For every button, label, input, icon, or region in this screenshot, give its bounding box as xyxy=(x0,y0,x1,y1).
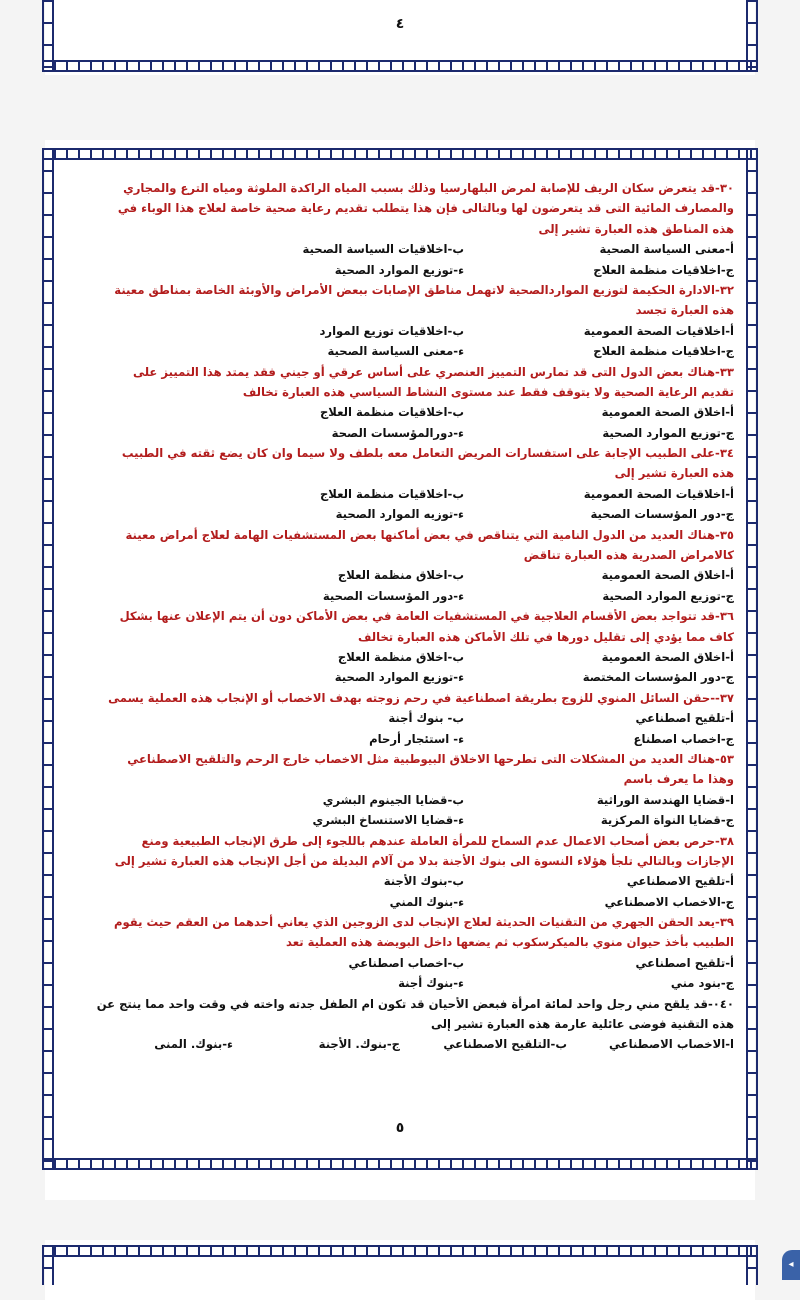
answer-option: ء-قضايا الاستنساخ البشري xyxy=(312,813,464,828)
answer-option: ب-اخلاق منظمة العلاج xyxy=(337,649,464,664)
answer-options-row xyxy=(66,402,734,422)
question-line: هذه العبارة تشير إلى xyxy=(614,466,734,481)
answer-option: ج-توزيع الموارد الصحية xyxy=(602,425,734,440)
answer-option: ب- بنوك أجنة xyxy=(388,711,464,726)
question-line: ٣٧--حقن السائل المنوي للزوج بطريقة اصطناعية في رحم زوجته بهدف الاخصاب أو الإنجاب هذه العملية يسمى xyxy=(108,690,734,705)
answer-option: أ-تلقيح الاصطناعي xyxy=(626,874,734,889)
question-line: ٣٥-هناك العديد من الدول النامية التي يتناقص في بعض أماكنها بعض المستشفيات الهامة لعلاج أمراض معينة xyxy=(125,527,734,542)
answer-options-row xyxy=(66,565,734,585)
questions-content xyxy=(66,178,734,1055)
answer-option: ا-قضايا الهندسة الوراثية xyxy=(596,792,734,807)
answer-option: أ-اخلاق الصحة العمومية xyxy=(601,649,734,664)
answer-option: أ-معنى السياسة الصحية xyxy=(599,242,734,257)
answer-option: ج-بنوك. الأجنة xyxy=(318,1037,400,1052)
previous-page xyxy=(45,0,755,75)
answer-options-row xyxy=(66,341,734,361)
question-line: كالامراض الصدرية هذه العبارة تناقض xyxy=(523,548,734,563)
answer-option: ب-التلقيح الاصطناعي xyxy=(443,1037,567,1052)
answer-option: ج-توزيع الموارد الصحية xyxy=(602,588,734,603)
question-line: ٣٩-يعد الحقن الجهري من التقنيات الحديثة لعلاج الإنجاب لدى الزوجين الذي يعاني أحدهما من العقم حيث يقوم xyxy=(114,915,734,930)
question-line: هذه التقنية فوضى عائلية عارمة هذه العبارة تشير إلى xyxy=(430,1017,734,1032)
question-line: ٣٨-حرص بعض أصحاب الاعمال عدم السماح للمرأة العاملة عندهم باللجوء إلى طرق الإنجاب الطبيعية ومنع xyxy=(141,833,734,848)
answer-option: أ-اخلاق الصحة العمومية xyxy=(601,568,734,583)
answer-options-row xyxy=(66,484,734,504)
answer-option: ء-توزيع الموارد الصحية xyxy=(334,262,464,277)
answer-options-row xyxy=(66,239,734,259)
answer-option: ء- استئجار أرحام xyxy=(369,731,464,746)
answer-options-row xyxy=(66,423,734,443)
answer-options-row xyxy=(66,647,734,667)
answer-options-row xyxy=(66,871,734,891)
question-line: ٣٠-قد يتعرض سكان الريف للإصابة لمرض البلهارسيا وذلك بسبب المياه الراكدة الملوثة ومياه الترع والمجاري xyxy=(123,181,734,195)
answer-option: أ-اخلاق الصحة العمومية xyxy=(601,405,734,420)
answer-option: ء-بنوك أجنة xyxy=(398,976,464,991)
answer-option: أ-تلقيح اصطناعي xyxy=(635,711,734,726)
question-line: ٣٢-الادارة الحكيمة لتوزيع المواردالصحية لاتهمل مناطق الإصابات ببعض الأمراض والأوبئة الخاصة بمناطق معينة xyxy=(114,282,734,297)
answer-option: ء-معنى السياسة الصحية xyxy=(327,344,464,359)
answer-option: ب-اخلاقيات منظمة العلاج xyxy=(319,405,464,420)
answer-option: أ-اخلاقيات الصحة العمومية xyxy=(583,486,734,501)
answer-option: ج-بنود مني xyxy=(670,976,734,991)
answer-option: ب-اخلاقيات منظمة العلاج xyxy=(319,486,464,501)
answer-options-row xyxy=(66,790,734,810)
answer-option: ء-دورالمؤسسات الصحة xyxy=(331,425,464,440)
question-line: وهذا ما يعرف باسم xyxy=(623,772,734,787)
question-line: الطبيب بأخذ حيوان منوي بالميكرسكوب ثم يضعها داخل البويضة هذه العملية تعد xyxy=(286,935,734,950)
next-page xyxy=(45,1240,755,1300)
answer-option: ب-بنوك الأجنة xyxy=(383,874,464,889)
question-line: ٥٣-هناك العديد من المشكلات التى تطرحها الاخلاق البيوطبية مثل الاخصاب خارج الرحم والتلقيح الاصطناعي xyxy=(127,751,734,766)
answer-options-row xyxy=(66,321,734,341)
answer-options-row xyxy=(66,1034,734,1054)
question-line: كاف مما يؤدي إلى تقليل دورها في تلك الأماكن هذه العبارة تخالف xyxy=(357,629,734,644)
answer-options-row xyxy=(66,973,734,993)
answer-option: ج-دور المؤسسات الصحية xyxy=(590,507,734,522)
previous-page-number: ٤ xyxy=(395,16,405,32)
answer-options-row xyxy=(66,953,734,973)
answer-option: ب-اخلاقيات توزيع الموارد xyxy=(319,323,464,338)
question-line: ٠٤٠-قد يلقح مني رجل واحد لمائة امرأة فبعض الأحيان قد تكون ام الطفل جدته واخته في وقت واحد مما ينتج عن xyxy=(96,996,734,1011)
question-line: ٣٦-قد تتواجد بعض الأقسام العلاجية في المستشفيات العامة في بعض الأماكن دون أن يتم الإعلان عنها بشكل xyxy=(119,609,734,624)
answer-options-row xyxy=(66,729,734,749)
question-line: الإجازات وبالتالي تلجأ هؤلاء النسوة الى بنوك الأجنة بدلا من آلام البديلة من أجل الإنجاب هذه العبارة تشير إلى xyxy=(114,853,734,868)
answer-option: ا-الاخصاب الاصطناعي xyxy=(608,1037,734,1052)
answer-option: ج-اخصاب اصطناع xyxy=(633,731,734,746)
answer-option: ج-قضايا النواة المركزية xyxy=(600,813,734,828)
answer-option: ء-بنوك. المنى xyxy=(154,1037,233,1052)
answer-option: ج-دور المؤسسات المختصة xyxy=(582,670,734,685)
answer-option: ب-اخصاب اصطناعي xyxy=(348,955,464,970)
question-line: ٣٣-هناك بعض الدول التى قد تمارس التمييز العنصري على أساس عرقي أو جيني فقد يمتد هذا التمييز على xyxy=(132,364,734,379)
answer-option: أ-تلقيح اصطناعي xyxy=(635,955,734,970)
answer-option: ج-اخلاقيات منظمة العلاج xyxy=(593,262,734,277)
answer-options-row xyxy=(66,504,734,524)
answer-option: ء-دور المؤسسات الصحية xyxy=(322,588,464,603)
question-line: تقديم الرعاية الصحية ولا يتوقف فقط عند مستوى النشاط السياسي هذه العبارة تخالف xyxy=(242,384,734,399)
answer-option: ب-اخلاق منظمة العلاج xyxy=(337,568,464,583)
answer-options-row xyxy=(66,810,734,830)
question-line: ٣٤-على الطبيب الإجابة على استفسارات المريض التعامل معه بلطف ولا سيما وان كان يضع ثقته في الطبيب xyxy=(121,446,734,461)
answer-option: ء-بنوك المني xyxy=(389,894,464,909)
answer-options-row xyxy=(66,708,734,728)
answer-options-row xyxy=(66,892,734,912)
answer-options-row xyxy=(66,586,734,606)
answer-option: ج-اخلاقيات منظمة العلاج xyxy=(593,344,734,359)
page-number: ٥ xyxy=(395,1120,405,1136)
question-line: والمصارف المائية التى قد يتعرضون لها وبالتالى فإن هذا يتطلب تقديم رعاية صحية خاصة لعلاج هذا الوباء في xyxy=(117,201,734,216)
answer-option: ب-اخلاقيات السياسة الصحية xyxy=(302,242,464,257)
page-indicator-icon[interactable]: ◂ xyxy=(782,1250,800,1280)
answer-option: ب-قضايا الجينوم البشري xyxy=(322,792,464,807)
question-line: هذه المناطق هذه العبارة تشير إلى xyxy=(538,221,734,236)
answer-options-row xyxy=(66,260,734,280)
question-line: هذه العبارة تجسد xyxy=(635,303,734,318)
answer-option: ج-الاخصاب الاصطناعي xyxy=(604,894,734,909)
answer-option: أ-اخلاقيات الصحة العمومية xyxy=(583,323,734,338)
answer-option: ء-توزيع الموارد الصحية xyxy=(334,670,464,685)
answer-options-row xyxy=(66,667,734,687)
answer-option: ء-توزيه الموارد الصحية xyxy=(335,507,464,522)
